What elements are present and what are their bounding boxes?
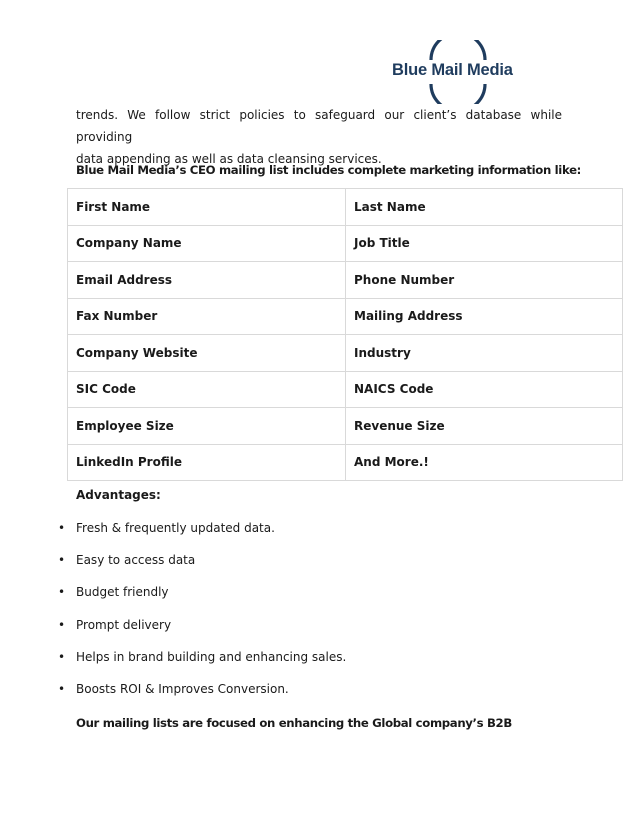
bullet-icon: • (58, 681, 66, 696)
table-cell: Fax Number (68, 298, 346, 335)
bullet-icon: • (58, 553, 66, 568)
table-cell: NAICS Code (346, 371, 623, 408)
table-row (68, 189, 623, 226)
bullet-icon: • (58, 521, 66, 535)
table-cell: Mailing Address (346, 298, 623, 335)
bullet-icon: • (58, 649, 66, 664)
list-item (0, 646, 620, 678)
list-item-text: Fresh & frequently updated data. (76, 521, 275, 535)
table-row (68, 408, 623, 445)
table-row (68, 298, 623, 335)
table-cell: SIC Code (68, 371, 346, 408)
list-item-text: Budget friendly (76, 585, 169, 600)
brand-logo (388, 40, 530, 104)
fields-table (67, 188, 623, 481)
table-cell: First Name (68, 189, 346, 226)
list-item (0, 549, 620, 581)
intro-line: data appending as well as data cleansing services. (76, 152, 382, 166)
bullet-icon: • (58, 617, 66, 632)
intro-line: trends. We follow strict policies to safeguard our client’s database while providing (76, 108, 562, 144)
table-row (68, 225, 623, 262)
list-item-text: Helps in brand building and enhancing sales. (76, 649, 347, 664)
advantages-heading: Advantages: (76, 488, 161, 502)
table-cell: Company Name (68, 225, 346, 262)
table-row (68, 262, 623, 299)
closing-text: Our mailing lists are focused on enhancing the Global company’s B2B (76, 716, 512, 730)
table-row (68, 444, 623, 481)
lead-text: Blue Mail Media’s CEO mailing list includes complete marketing information like: (76, 163, 581, 177)
list-item (0, 614, 620, 646)
list-item (0, 517, 620, 549)
table-cell: Last Name (346, 189, 623, 226)
advantages-list (0, 517, 620, 710)
list-item-text: Easy to access data (76, 553, 196, 568)
list-item (0, 678, 620, 710)
table-cell: Phone Number (346, 262, 623, 299)
table-cell: LinkedIn Profile (68, 444, 346, 481)
table-row (68, 335, 623, 372)
table-cell: Industry (346, 335, 623, 372)
table-cell: Email Address (68, 262, 346, 299)
table-cell: Company Website (68, 335, 346, 372)
table-cell: Employee Size (68, 408, 346, 445)
table-cell: And More.! (346, 444, 623, 481)
list-item-text: Boosts ROI & Improves Conversion. (76, 681, 289, 696)
table-cell: Job Title (346, 225, 623, 262)
bullet-icon: • (58, 585, 66, 600)
table-cell: Revenue Size (346, 408, 623, 445)
brand-name: Blue Mail Media (392, 61, 513, 79)
list-item (0, 581, 620, 613)
list-item-text: Prompt delivery (76, 617, 172, 632)
table-row (68, 371, 623, 408)
